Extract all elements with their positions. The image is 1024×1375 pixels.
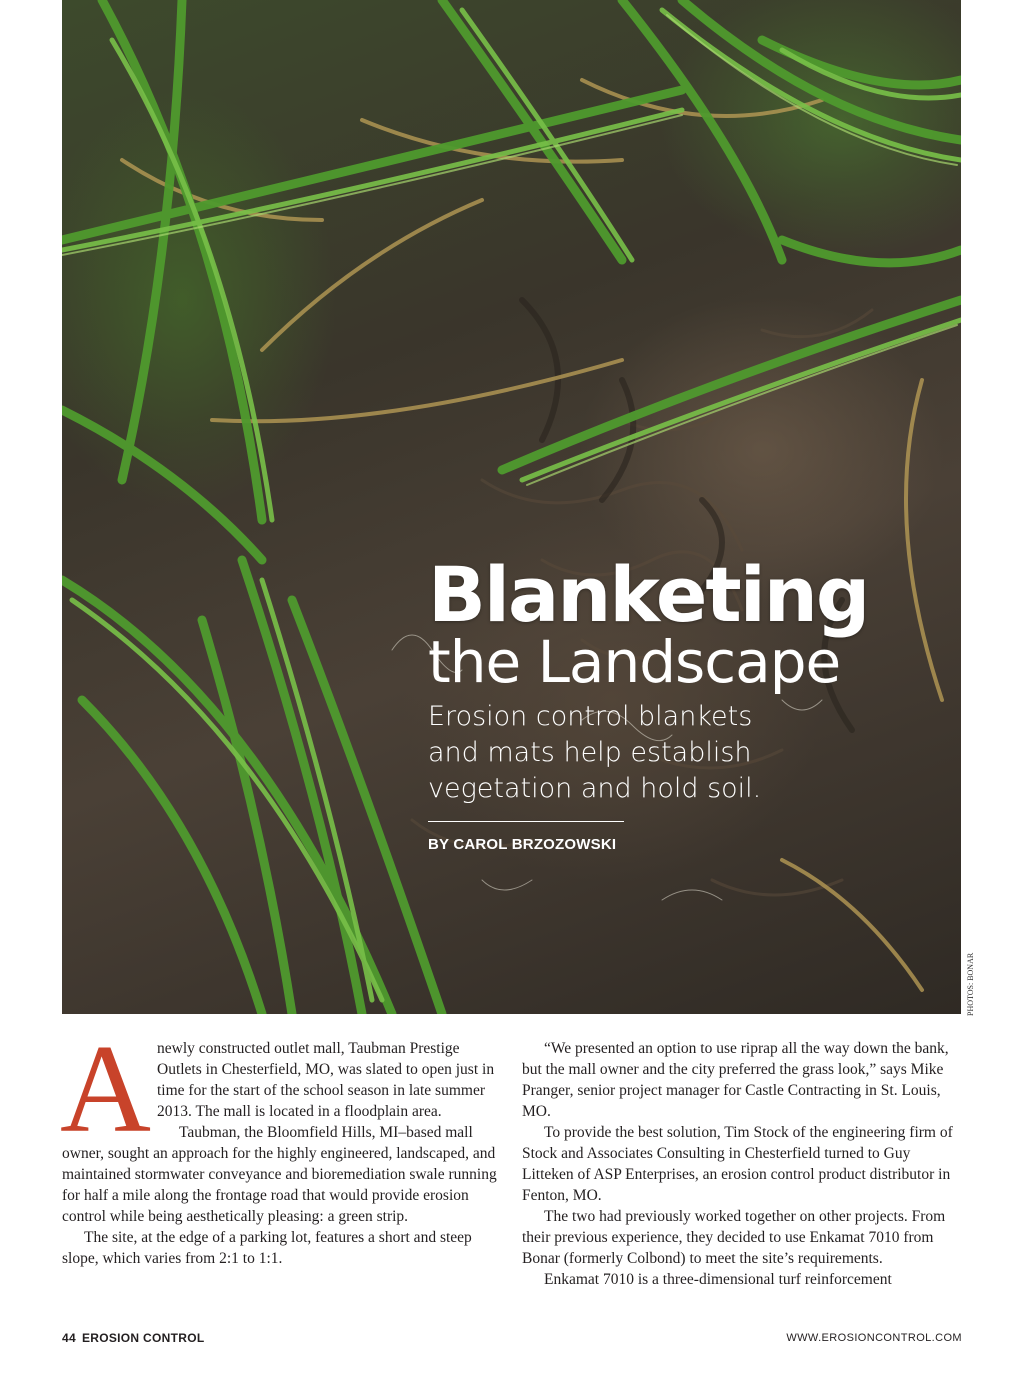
magazine-name: EROSION CONTROL — [81, 1331, 205, 1345]
article-paragraph: Taubman, the Bloomfield Hills, MI–based mall owner, sought an approach for the highly engineered, landscaped, and maintained stormwater conveyance and bioremediation swale running for half a mile along the frontage road that would provide erosion control while being aesthetically pleasing: a green strip. — [62, 1124, 497, 1225]
footer-url[interactable]: WWW.EROSIONCONTROL.COM — [786, 1332, 962, 1344]
article-paragraph — [60, 1020, 500, 1159]
byline: BY CAROL BRZOZOWSKI — [428, 836, 617, 853]
byline-divider — [428, 821, 624, 822]
headline-main: Blanketing — [428, 550, 869, 639]
article-paragraph: The site, at the edge of a parking lot, features a short and steep slope, which varies from 2:1 to 1:1. — [62, 1229, 472, 1267]
article-column-right — [522, 1038, 962, 1290]
article-paragraph: Enkamat 7010 is a three-dimensional turf reinforcement — [544, 1271, 892, 1288]
article-paragraph: To provide the best solution, Tim Stock of the engineering firm of Stock and Associates Consulting in Chesterfield turned to Guy Litteken of ASP Enterprises, an erosion control product distributor in Fenton, MO. — [522, 1124, 953, 1204]
drop-cap: A — [60, 1020, 151, 1159]
footer-folio — [62, 1331, 204, 1345]
headline-sub: the Landscape — [428, 628, 841, 696]
headline-block — [428, 550, 898, 853]
article-deck: Erosion control blankets and mats help establish vegetation and hold soil. — [428, 701, 762, 804]
grass-illustration — [62, 0, 961, 1014]
hero-photo — [62, 0, 961, 1014]
paragraph-text: newly constructed outlet mall, Taubman Prestige Outlets in Chesterfield, MO, was slated to open just in time for the start of the school season in late summer 2013. The mall is located in a floodplain area. — [157, 1040, 495, 1120]
page-number: 44 — [62, 1331, 76, 1345]
photo-credit: PHOTOS: BONAR — [966, 952, 975, 1016]
article-paragraph: “We presented an option to use riprap all the way down the bank, but the mall owner and the city preferred the grass look,” says Mike Pranger, senior project manager for Castle Contracting in St. Louis, MO. — [522, 1040, 949, 1120]
article-column-left — [60, 1020, 500, 1269]
article-paragraph: The two had previously worked together on other projects. From their previous experience, they decided to use Enkamat 7010 from Bonar (formerly Colbond) to meet the site’s requirements. — [522, 1208, 946, 1267]
